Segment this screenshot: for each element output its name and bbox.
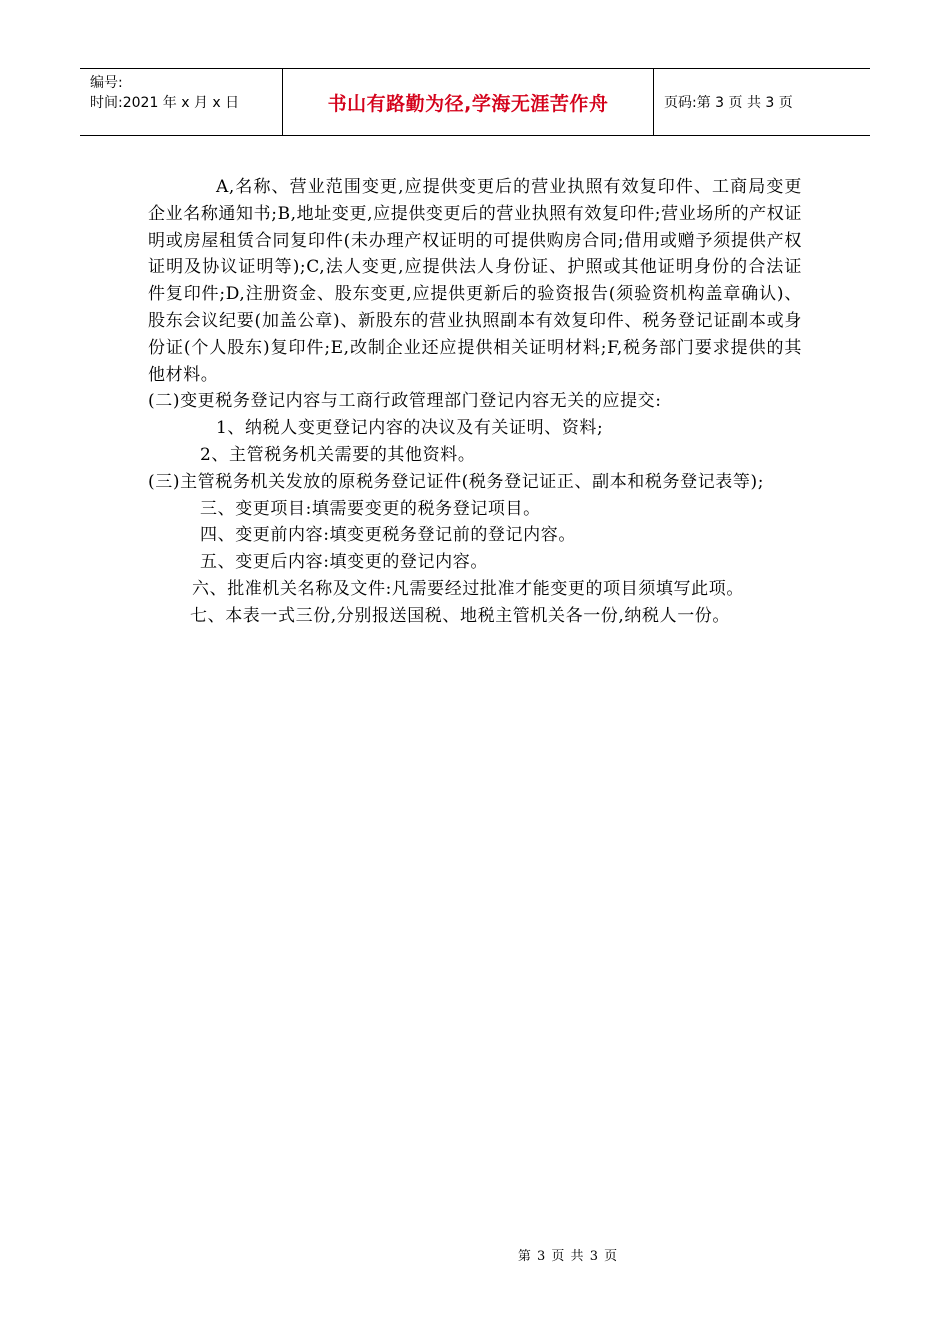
- paragraph-approval-authority: 六、批准机关名称及文件:凡需要经过批准才能变更的项目须填写此项。: [192, 578, 744, 599]
- paragraph-change-items: 三、变更项目:填需要变更的税务登记项目。: [200, 498, 541, 519]
- page-footer: 第 3 页 共 3 页: [517, 1249, 619, 1264]
- page-header: [80, 68, 870, 136]
- paragraph-item-1: 1、纳税人变更登记内容的决议及有关证明、资料;: [216, 418, 604, 439]
- document-date-label: 时间:2021 年 x 月 x 日: [90, 95, 240, 111]
- paragraph-before-content: 四、变更前内容:填变更税务登记前的登记内容。: [200, 525, 576, 546]
- paragraph-after-content: 五、变更后内容:填变更的登记内容。: [200, 552, 488, 573]
- header-motto: 书山有路勤为径,学海无涯苦作舟: [283, 69, 654, 135]
- header-page-number: 页码:第 3 页 共 3 页: [664, 95, 793, 111]
- paragraph-item-2: 2、主管税务机关需要的其他资料。: [200, 444, 476, 465]
- header-meta: [80, 69, 283, 135]
- paragraph-section-three: (三)主管税务机关发放的原税务登记证件(税务登记证正、副本和税务登记表等);: [148, 471, 765, 492]
- paragraph-required-materials: A,名称、营业范围变更,应提供变更后的营业执照有效复印件、工商局变更企业名称通知书;B,地址变更,应提供变更后的营业执照有效复印件;营业场所的产权证明或房屋租赁合同复印件(未办理产权证明的可提供购房合同;借用或赠予须提供产权证明及协议证明等);C,法人变更,应提供法人身份证、护照或其他证明身份的合法证件复印件;D,注册资金、股东变更,应提供更新后的验资报告(须验资机构盖章确认)、股东会议纪要(加盖公章)、新股东的营业执照副本有效复印件、税务登记证副本或身份证(个人股东)复印件;E,改制企业还应提供相关证明材料;F,税务部门要求提供的其他材料。: [148, 177, 802, 385]
- document-number-label: 编号:: [90, 75, 123, 91]
- paragraph-copies: 七、本表一式三份,分别报送国税、地税主管机关各一份,纳税人一份。: [190, 605, 731, 626]
- document-body: [148, 174, 802, 630]
- paragraph-section-two: (二)变更税务登记内容与工商行政管理部门登记内容无关的应提交:: [148, 391, 662, 412]
